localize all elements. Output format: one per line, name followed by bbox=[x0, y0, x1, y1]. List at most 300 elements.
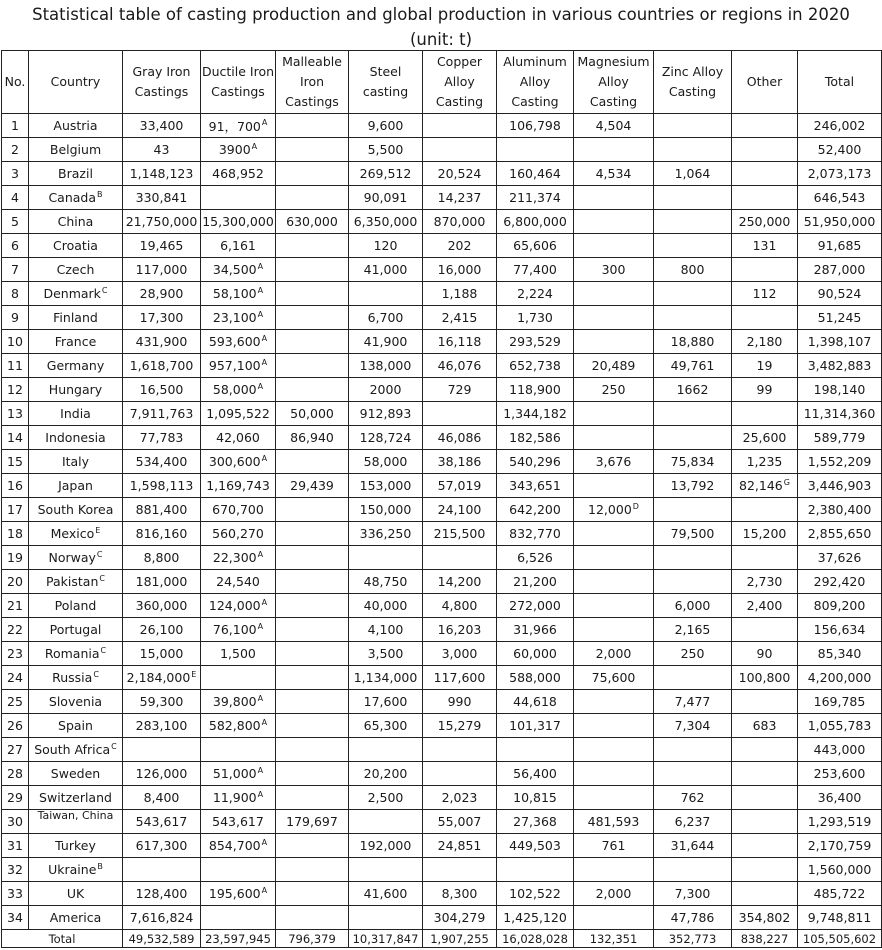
cell-value: 1,618,700 bbox=[129, 358, 194, 373]
cell-other bbox=[732, 714, 798, 738]
cell-country bbox=[29, 378, 123, 402]
cell-country bbox=[29, 474, 123, 498]
cell-zinc-alloy bbox=[654, 378, 732, 402]
cell-copper-alloy bbox=[423, 714, 497, 738]
cell-magnesium-alloy bbox=[574, 906, 654, 930]
cell-magnesium-alloy bbox=[574, 666, 654, 690]
cell-value: 2,000 bbox=[595, 646, 632, 661]
cell-value: 65,300 bbox=[363, 718, 408, 733]
cell-ductile-iron bbox=[201, 714, 276, 738]
cell-value: 2,184,000 bbox=[126, 670, 191, 685]
cell-value: 4,200,000 bbox=[807, 670, 872, 685]
cell-steel-casting bbox=[349, 546, 423, 570]
cell-no: 33 bbox=[2, 882, 29, 906]
cell-no: 22 bbox=[2, 618, 29, 642]
cell-gray-iron bbox=[123, 882, 201, 906]
cell-country bbox=[29, 354, 123, 378]
cell-steel-casting bbox=[349, 474, 423, 498]
cell-value: 59,300 bbox=[139, 694, 184, 709]
cell-magnesium-alloy bbox=[574, 834, 654, 858]
cell-value: 52,400 bbox=[817, 142, 862, 157]
cell-no: 18 bbox=[2, 522, 29, 546]
cell-country bbox=[29, 618, 123, 642]
cell-no: 12 bbox=[2, 378, 29, 402]
cell-zinc-alloy bbox=[654, 906, 732, 930]
cell-ductile-iron bbox=[201, 474, 276, 498]
cell-value: 800 bbox=[680, 262, 705, 277]
table-row bbox=[2, 474, 882, 498]
cell-malleable-iron bbox=[276, 834, 349, 858]
cell-copper-alloy bbox=[423, 906, 497, 930]
cell-value: 293,529 bbox=[509, 334, 561, 349]
cell-value: 300,600 bbox=[208, 454, 261, 469]
cell-country bbox=[29, 594, 123, 618]
cell-value: 617,300 bbox=[135, 838, 188, 853]
total-copper-alloy: 1,907,255 bbox=[423, 930, 497, 948]
cell-no: 15 bbox=[2, 450, 29, 474]
cell-value: 6,000 bbox=[674, 598, 711, 613]
cell-steel-casting bbox=[349, 906, 423, 930]
cell-value: 287,000 bbox=[813, 262, 866, 277]
cell-steel-casting bbox=[349, 138, 423, 162]
cell-total bbox=[798, 306, 882, 330]
cell-other bbox=[732, 306, 798, 330]
cell-value: 1,560,000 bbox=[807, 862, 872, 877]
cell-malleable-iron bbox=[276, 114, 349, 138]
country-name: Brazil bbox=[58, 166, 93, 181]
table-row bbox=[2, 354, 882, 378]
cell-zinc-alloy bbox=[654, 498, 732, 522]
cell-magnesium-alloy bbox=[574, 426, 654, 450]
cell-gray-iron bbox=[123, 594, 201, 618]
cell-total bbox=[798, 714, 882, 738]
cell-total bbox=[798, 810, 882, 834]
cell-ductile-iron bbox=[201, 738, 276, 762]
cell-total bbox=[798, 666, 882, 690]
cell-value: 3,676 bbox=[595, 454, 632, 469]
cell-magnesium-alloy bbox=[574, 810, 654, 834]
cell-steel-casting bbox=[349, 450, 423, 474]
cell-value: 7,304 bbox=[674, 718, 711, 733]
cell-value: 20,524 bbox=[437, 166, 482, 181]
cell-value: 10,815 bbox=[513, 790, 557, 805]
cell-value: 6,350,000 bbox=[353, 214, 418, 229]
cell-gray-iron bbox=[123, 858, 201, 882]
cell-no: 3 bbox=[2, 162, 29, 186]
cell-ductile-iron bbox=[201, 234, 276, 258]
total-other: 838,227 bbox=[732, 930, 798, 948]
footnote-marker: E bbox=[95, 525, 101, 535]
cell-value: 1,148,123 bbox=[129, 166, 194, 181]
total-zinc-alloy: 352,773 bbox=[654, 930, 732, 948]
cell-copper-alloy bbox=[423, 858, 497, 882]
footnote-marker: A bbox=[257, 309, 264, 319]
cell-value: 202 bbox=[447, 238, 472, 253]
cell-value: 11,314,360 bbox=[803, 406, 876, 421]
cell-value: 354,802 bbox=[738, 910, 791, 925]
footnote-marker: C bbox=[111, 741, 117, 751]
cell-ductile-iron bbox=[201, 618, 276, 642]
cell-value: 330,841 bbox=[135, 190, 188, 205]
cell-value: 589,779 bbox=[813, 430, 866, 445]
cell-zinc-alloy bbox=[654, 402, 732, 426]
cell-copper-alloy bbox=[423, 282, 497, 306]
cell-gray-iron bbox=[123, 210, 201, 234]
cell-magnesium-alloy bbox=[574, 498, 654, 522]
footnote-marker: A bbox=[257, 381, 264, 391]
cell-gray-iron bbox=[123, 114, 201, 138]
table-row bbox=[2, 210, 882, 234]
cell-gray-iron bbox=[123, 234, 201, 258]
cell-value: 58,100 bbox=[212, 286, 257, 301]
cell-magnesium-alloy bbox=[574, 858, 654, 882]
cell-malleable-iron bbox=[276, 402, 349, 426]
cell-steel-casting bbox=[349, 714, 423, 738]
cell-country bbox=[29, 186, 123, 210]
cell-aluminum-alloy bbox=[497, 618, 574, 642]
cell-zinc-alloy bbox=[654, 738, 732, 762]
cell-value: 809,200 bbox=[813, 598, 866, 613]
cell-value: 9,600 bbox=[367, 118, 404, 133]
cell-magnesium-alloy bbox=[574, 234, 654, 258]
cell-ductile-iron bbox=[201, 330, 276, 354]
cell-aluminum-alloy bbox=[497, 738, 574, 762]
cell-value: 8,300 bbox=[441, 886, 478, 901]
country-name: Pakistan bbox=[46, 574, 99, 589]
table-row bbox=[2, 666, 882, 690]
cell-aluminum-alloy bbox=[497, 522, 574, 546]
cell-copper-alloy bbox=[423, 522, 497, 546]
cell-gray-iron bbox=[123, 306, 201, 330]
table-row bbox=[2, 402, 882, 426]
cell-value: 630,000 bbox=[286, 214, 338, 229]
cell-no: 14 bbox=[2, 426, 29, 450]
cell-value: 7,911,763 bbox=[129, 406, 194, 421]
cell-country bbox=[29, 738, 123, 762]
cell-country bbox=[29, 810, 123, 834]
cell-zinc-alloy bbox=[654, 834, 732, 858]
cell-copper-alloy bbox=[423, 810, 497, 834]
cell-country bbox=[29, 114, 123, 138]
cell-aluminum-alloy bbox=[497, 786, 574, 810]
cell-total bbox=[798, 906, 882, 930]
cell-aluminum-alloy bbox=[497, 834, 574, 858]
cell-magnesium-alloy bbox=[574, 162, 654, 186]
footnote-marker: A bbox=[261, 357, 268, 367]
cell-value: 2,170,759 bbox=[807, 838, 872, 853]
cell-value: 99 bbox=[756, 382, 773, 397]
cell-aluminum-alloy bbox=[497, 690, 574, 714]
cell-value: 12,000 bbox=[588, 502, 632, 517]
cell-copper-alloy bbox=[423, 834, 497, 858]
cell-ductile-iron bbox=[201, 378, 276, 402]
cell-value: 21,200 bbox=[513, 574, 557, 589]
cell-country bbox=[29, 162, 123, 186]
cell-zinc-alloy bbox=[654, 546, 732, 570]
cell-value: 7,477 bbox=[674, 694, 711, 709]
cell-malleable-iron bbox=[276, 138, 349, 162]
cell-value: 20,489 bbox=[591, 358, 636, 373]
cell-no: 31 bbox=[2, 834, 29, 858]
cell-ductile-iron bbox=[201, 138, 276, 162]
cell-value: 4,800 bbox=[441, 598, 478, 613]
cell-value: 957,100 bbox=[208, 358, 261, 373]
cell-magnesium-alloy bbox=[574, 738, 654, 762]
cell-total bbox=[798, 882, 882, 906]
cell-aluminum-alloy bbox=[497, 714, 574, 738]
cell-value: 881,400 bbox=[135, 502, 188, 517]
table-row bbox=[2, 594, 882, 618]
cell-ductile-iron bbox=[201, 546, 276, 570]
cell-value: 156,634 bbox=[813, 622, 866, 637]
cell-steel-casting bbox=[349, 882, 423, 906]
cell-country bbox=[29, 642, 123, 666]
cell-aluminum-alloy bbox=[497, 594, 574, 618]
cell-steel-casting bbox=[349, 306, 423, 330]
cell-value: 6,161 bbox=[220, 238, 256, 253]
cell-copper-alloy bbox=[423, 570, 497, 594]
cell-no: 32 bbox=[2, 858, 29, 882]
cell-value: 2,165 bbox=[674, 622, 711, 637]
cell-value: 29,439 bbox=[290, 478, 334, 493]
cell-malleable-iron bbox=[276, 618, 349, 642]
cell-copper-alloy bbox=[423, 162, 497, 186]
cell-value: 543,617 bbox=[135, 814, 188, 829]
cell-country bbox=[29, 498, 123, 522]
cell-value: 269,512 bbox=[359, 166, 412, 181]
cell-malleable-iron bbox=[276, 258, 349, 282]
cell-country bbox=[29, 906, 123, 930]
cell-magnesium-alloy bbox=[574, 450, 654, 474]
cell-steel-casting bbox=[349, 234, 423, 258]
footnote-marker: A bbox=[261, 885, 268, 895]
cell-copper-alloy bbox=[423, 666, 497, 690]
cell-total bbox=[798, 738, 882, 762]
cell-value: 28,900 bbox=[139, 286, 184, 301]
cell-aluminum-alloy bbox=[497, 474, 574, 498]
total-label: Total bbox=[2, 930, 123, 948]
cell-value: 4,504 bbox=[595, 118, 632, 133]
cell-no: 13 bbox=[2, 402, 29, 426]
country-name: Taiwan, China bbox=[37, 810, 114, 822]
cell-aluminum-alloy bbox=[497, 810, 574, 834]
cell-value: 443,000 bbox=[813, 742, 866, 757]
table-row bbox=[2, 138, 882, 162]
header-zinc-alloy: Zinc Alloy Casting bbox=[654, 51, 732, 114]
cell-total bbox=[798, 522, 882, 546]
cell-value: 15,000 bbox=[139, 646, 184, 661]
cell-value: 21,750,000 bbox=[125, 214, 198, 229]
cell-value: 79,500 bbox=[670, 526, 715, 541]
cell-country bbox=[29, 690, 123, 714]
cell-value: 761 bbox=[601, 838, 626, 853]
cell-steel-casting bbox=[349, 426, 423, 450]
cell-ductile-iron bbox=[201, 186, 276, 210]
cell-value: 3,482,883 bbox=[807, 358, 872, 373]
country-name: Croatia bbox=[53, 238, 98, 253]
cell-value: 642,200 bbox=[509, 502, 561, 517]
cell-steel-casting bbox=[349, 186, 423, 210]
cell-no: 27 bbox=[2, 738, 29, 762]
cell-zinc-alloy bbox=[654, 186, 732, 210]
table-body bbox=[2, 114, 882, 948]
cell-value: 25,600 bbox=[742, 430, 787, 445]
table-row bbox=[2, 258, 882, 282]
cell-no: 4 bbox=[2, 186, 29, 210]
cell-value: 11,900 bbox=[212, 790, 257, 805]
cell-value: 49,761 bbox=[670, 358, 715, 373]
cell-country bbox=[29, 138, 123, 162]
cell-magnesium-alloy bbox=[574, 594, 654, 618]
cell-copper-alloy bbox=[423, 594, 497, 618]
cell-value: 181,000 bbox=[135, 574, 188, 589]
cell-aluminum-alloy bbox=[497, 546, 574, 570]
cell-value: 182,586 bbox=[509, 430, 561, 445]
cell-magnesium-alloy bbox=[574, 546, 654, 570]
cell-value: 90,524 bbox=[817, 286, 862, 301]
cell-no: 28 bbox=[2, 762, 29, 786]
cell-value: 1,500 bbox=[220, 646, 256, 661]
cell-gray-iron bbox=[123, 378, 201, 402]
cell-copper-alloy bbox=[423, 498, 497, 522]
cell-other bbox=[732, 378, 798, 402]
cell-other bbox=[732, 570, 798, 594]
cell-aluminum-alloy bbox=[497, 498, 574, 522]
country-name: Switzerland bbox=[39, 790, 112, 805]
header-total: Total bbox=[798, 51, 882, 114]
cell-value: 18,880 bbox=[670, 334, 715, 349]
cell-gray-iron bbox=[123, 546, 201, 570]
cell-copper-alloy bbox=[423, 546, 497, 570]
cell-country bbox=[29, 786, 123, 810]
cell-value: 19,465 bbox=[139, 238, 184, 253]
footnote-marker: A bbox=[257, 789, 264, 799]
cell-malleable-iron bbox=[276, 642, 349, 666]
country-name: Spain bbox=[58, 718, 93, 733]
cell-value: 20,200 bbox=[363, 766, 408, 781]
cell-magnesium-alloy bbox=[574, 138, 654, 162]
cell-total bbox=[798, 594, 882, 618]
cell-copper-alloy bbox=[423, 330, 497, 354]
country-name: South Africa bbox=[34, 742, 111, 757]
header-row bbox=[2, 51, 882, 114]
cell-copper-alloy bbox=[423, 234, 497, 258]
cell-aluminum-alloy bbox=[497, 762, 574, 786]
cell-ductile-iron bbox=[201, 690, 276, 714]
cell-zinc-alloy bbox=[654, 810, 732, 834]
cell-value: 543,617 bbox=[212, 814, 264, 829]
cell-no: 8 bbox=[2, 282, 29, 306]
cell-value: 2,224 bbox=[517, 286, 553, 301]
cell-gray-iron bbox=[123, 810, 201, 834]
cell-malleable-iron bbox=[276, 570, 349, 594]
footnote-marker: A bbox=[261, 717, 268, 727]
cell-value: 1,235 bbox=[746, 454, 783, 469]
cell-copper-alloy bbox=[423, 786, 497, 810]
cell-malleable-iron bbox=[276, 786, 349, 810]
cell-zinc-alloy bbox=[654, 138, 732, 162]
cell-other bbox=[732, 282, 798, 306]
table-row bbox=[2, 858, 882, 882]
cell-value: 169,785 bbox=[813, 694, 866, 709]
cell-total bbox=[798, 570, 882, 594]
cell-gray-iron bbox=[123, 138, 201, 162]
cell-ductile-iron bbox=[201, 210, 276, 234]
cell-magnesium-alloy bbox=[574, 282, 654, 306]
cell-total bbox=[798, 474, 882, 498]
table-row bbox=[2, 882, 882, 906]
total-gray-iron: 49,532,589 bbox=[123, 930, 201, 948]
cell-value: 58,000 bbox=[212, 382, 257, 397]
cell-value: 16,203 bbox=[437, 622, 482, 637]
cell-aluminum-alloy bbox=[497, 882, 574, 906]
cell-copper-alloy bbox=[423, 450, 497, 474]
table-row bbox=[2, 306, 882, 330]
cell-other bbox=[732, 426, 798, 450]
cell-value: 106,798 bbox=[509, 118, 561, 133]
cell-ductile-iron bbox=[201, 594, 276, 618]
cell-aluminum-alloy bbox=[497, 570, 574, 594]
table-row bbox=[2, 186, 882, 210]
cell-value: 6,237 bbox=[674, 814, 711, 829]
cell-ductile-iron bbox=[201, 114, 276, 138]
cell-value: 6,800,000 bbox=[503, 214, 567, 229]
cell-value: 75,834 bbox=[670, 454, 715, 469]
cell-malleable-iron bbox=[276, 186, 349, 210]
country-name: Portugal bbox=[49, 622, 102, 637]
cell-value: 870,000 bbox=[433, 214, 486, 229]
country-name: France bbox=[54, 334, 97, 349]
cell-copper-alloy bbox=[423, 114, 497, 138]
cell-steel-casting bbox=[349, 738, 423, 762]
cell-aluminum-alloy bbox=[497, 282, 574, 306]
cell-value: 128,724 bbox=[359, 430, 412, 445]
country-name: America bbox=[49, 910, 102, 925]
cell-total bbox=[798, 786, 882, 810]
cell-no: 11 bbox=[2, 354, 29, 378]
cell-value: 15,300,000 bbox=[202, 214, 274, 229]
cell-value: 485,722 bbox=[813, 886, 866, 901]
header-country: Country bbox=[29, 51, 123, 114]
cell-value: 77,400 bbox=[513, 262, 557, 277]
cell-copper-alloy bbox=[423, 474, 497, 498]
table-row bbox=[2, 450, 882, 474]
cell-value: 683 bbox=[752, 718, 777, 733]
cell-malleable-iron bbox=[276, 666, 349, 690]
cell-value: 211,374 bbox=[509, 190, 561, 205]
cell-zinc-alloy bbox=[654, 426, 732, 450]
cell-value: 481,593 bbox=[587, 814, 640, 829]
cell-value: 300 bbox=[601, 262, 626, 277]
table-row bbox=[2, 522, 882, 546]
cell-value: 24,540 bbox=[216, 574, 260, 589]
cell-no: 25 bbox=[2, 690, 29, 714]
table-row bbox=[2, 114, 882, 138]
table-row bbox=[2, 546, 882, 570]
cell-total bbox=[798, 642, 882, 666]
table-row bbox=[2, 738, 882, 762]
cell-copper-alloy bbox=[423, 306, 497, 330]
cell-value: 343,651 bbox=[509, 478, 561, 493]
cell-aluminum-alloy bbox=[497, 354, 574, 378]
cell-total bbox=[798, 282, 882, 306]
cell-value: 540,296 bbox=[509, 454, 561, 469]
footnote-marker: A bbox=[251, 141, 258, 151]
cell-aluminum-alloy bbox=[497, 858, 574, 882]
cell-magnesium-alloy bbox=[574, 210, 654, 234]
cell-country bbox=[29, 762, 123, 786]
cell-steel-casting bbox=[349, 594, 423, 618]
